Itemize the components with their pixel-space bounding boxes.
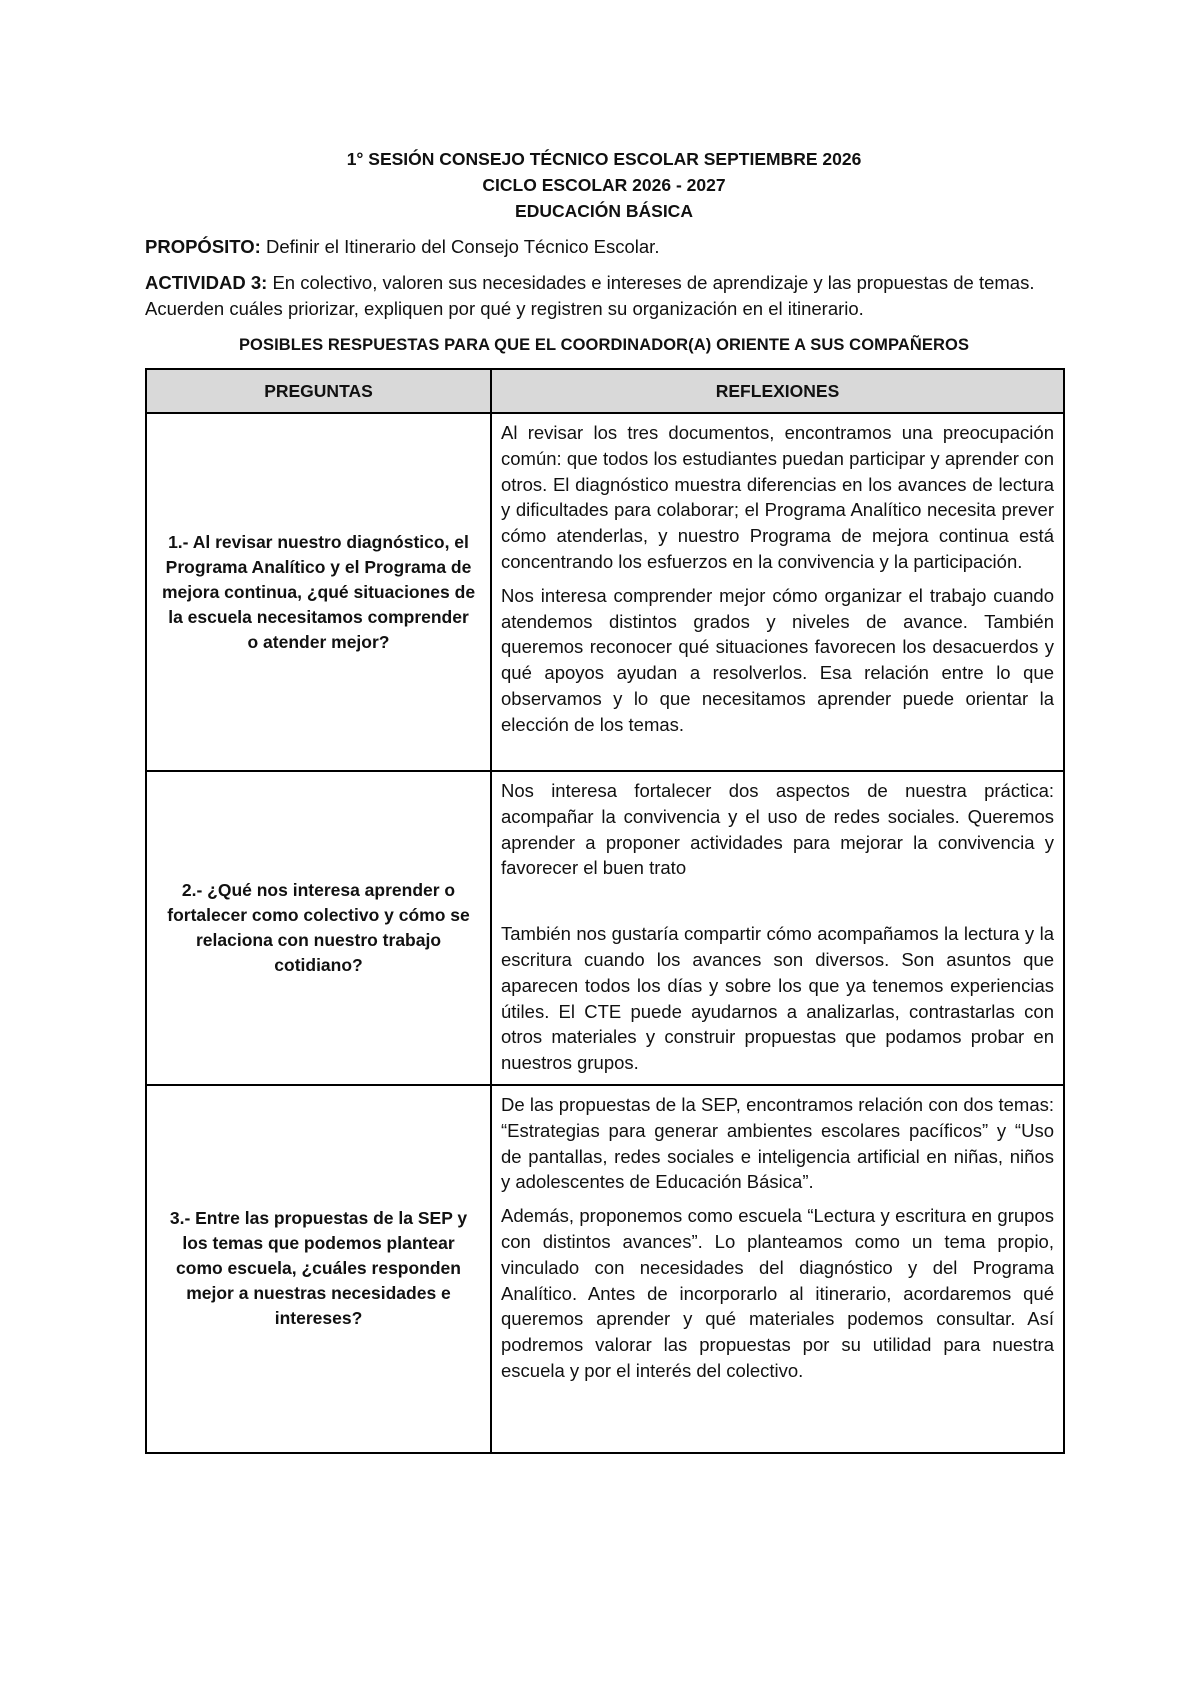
reflection-1 <box>491 413 1064 771</box>
purpose-label: PROPÓSITO: <box>145 236 261 257</box>
purpose-text: Definir el Itinerario del Consejo Técnico Escolar. <box>260 236 660 257</box>
activity-label: ACTIVIDAD 3: <box>145 272 268 293</box>
activity-text: En colectivo, valoren sus necesidades e intereses de aprendizaje y las propuestas de temas. Acuerden cuáles priorizar, expliquen por qué y registren su organización en el itinerario. <box>145 272 1035 319</box>
header-education-level: EDUCACIÓN BÁSICA <box>515 201 693 221</box>
header-reflections: REFLEXIONES <box>491 369 1064 413</box>
reflection-2-paragraph-1: Nos interesa fortalecer dos aspectos de nuestra práctica: acompañar la convivencia y el uso de redes sociales. Queremos aprender a proponer actividades para mejorar la convivencia y favorecer el buen trato <box>501 780 1054 879</box>
reflection-3 <box>491 1085 1064 1453</box>
reflection-3-paragraph-1: De las propuestas de la SEP, encontramos relación con dos temas: “Estrategias para generar ambientes escolares pacíficos” y “Uso de pantallas, redes sociales e inteligencia artificial en niñas, niños y adolescentes de Educación Básica”. <box>501 1093 1054 1193</box>
header-school-cycle: CICLO ESCOLAR 2026 - 2027 <box>482 175 726 195</box>
table-row <box>146 771 1064 1085</box>
reflection-3-paragraph-2: Además, proponemos como escuela “Lectura y escritura en grupos con distintos avances”. Lo planteamos como un tema propio, vinculado con necesidades del diagnóstico y del Programa Analítico. Antes de incorporarlo al itinerario, acordaremos qué queremos aprender y qué materiales podemos consultar. Así podremos valorar las propuestas por su utilidad para nuestra escuela y por el interés del colectivo. <box>501 1205 1054 1381</box>
table-row <box>146 413 1064 771</box>
reflection-1-paragraph-1: Al revisar los tres documentos, encontramos una preocupación común: que todos los estudiantes puedan participar y aprender con otros. El diagnóstico muestra diferencias en los avances de lectura y dificultades para colaborar; el Programa Analítico necesita prever cómo atenderlas, y nuestro Programa de mejora continua está concentrando los esfuerzos en la convivencia y la participación. <box>501 422 1054 572</box>
questions-reflections-table <box>145 368 1065 1454</box>
question-2: 2.- ¿Qué nos interesa aprender o fortalecer como colectivo y cómo se relaciona con nuestro trabajo cotidiano? <box>146 771 491 1085</box>
question-1: 1.- Al revisar nuestro diagnóstico, el Programa Analítico y el Programa de mejora continua, ¿qué situaciones de la escuela necesitamos comprender o atender mejor? <box>146 413 491 771</box>
table-subtitle: POSIBLES RESPUESTAS PARA QUE EL COORDINADOR(A) ORIENTE A SUS COMPAÑEROS <box>238 336 970 354</box>
reflection-2 <box>491 771 1064 1085</box>
activity-paragraph <box>145 270 1063 322</box>
header-questions: PREGUNTAS <box>146 369 491 413</box>
question-3: 3.- Entre las propuestas de la SEP y los temas que podemos plantear como escuela, ¿cuáles responden mejor a nuestras necesidades e intereses? <box>146 1085 491 1453</box>
document-header <box>145 146 1063 224</box>
purpose-paragraph <box>145 234 1063 260</box>
document-page <box>145 146 1063 358</box>
table-row <box>146 1085 1064 1453</box>
table-header-row <box>146 369 1064 413</box>
header-session-title: 1° SESIÓN CONSEJO TÉCNICO ESCOLAR SEPTIEMBRE 2026 <box>346 149 862 169</box>
reflection-1-paragraph-2: Nos interesa comprender mejor cómo organizar el trabajo cuando atendemos distintos grados y niveles de avance. También queremos reconocer qué situaciones favorecen los desacuerdos y qué apoyos ayudan a resolverlos. Esa relación entre lo que observamos y lo que necesitamos aprender puede orientar la elección de los temas. <box>501 584 1054 735</box>
reflection-2-paragraph-2: También nos gustaría compartir cómo acompañamos la lectura y la escritura cuando los avances son diversos. Son asuntos que aparecen todos los días y sobre los que ya tenemos experiencias útiles. El CTE puede ayudarnos a analizarlas, contrastarlas con otros materiales y construir propuestas que podamos probar en nuestros grupos. <box>501 923 1054 1074</box>
